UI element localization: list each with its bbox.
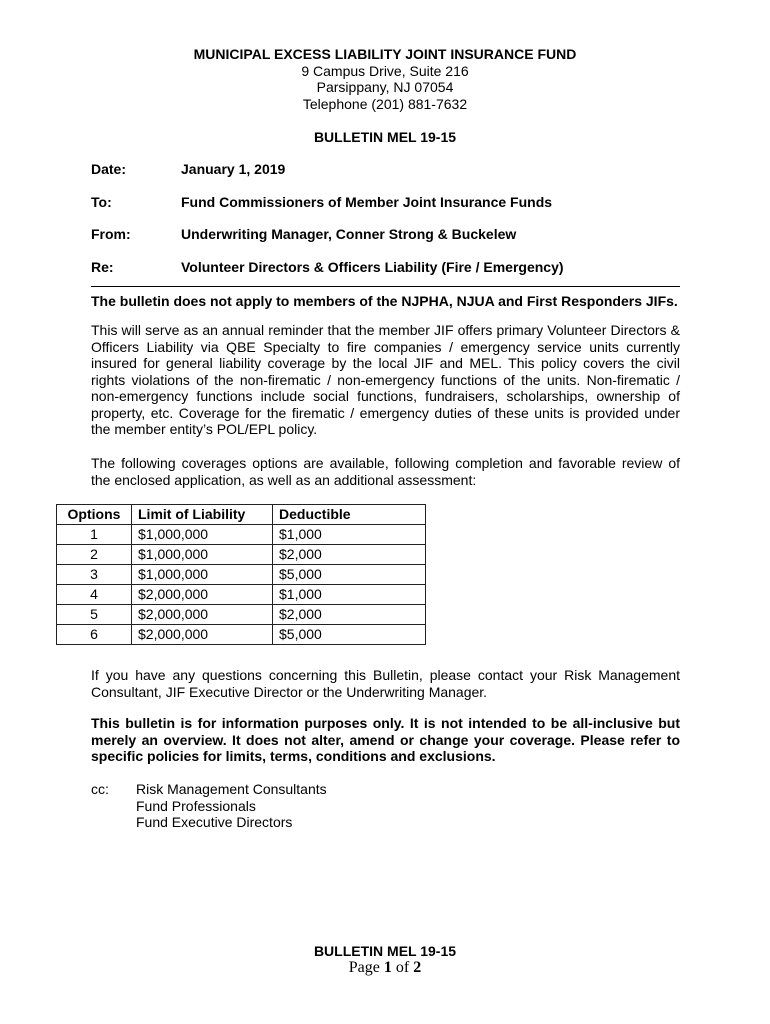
org-name: MUNICIPAL EXCESS LIABILITY JOINT INSURANCE FUND (193, 46, 577, 62)
phone: Telephone (201) 881-7632 (302, 96, 468, 112)
header-options: Options (57, 505, 132, 525)
cc-item: Risk Management Consultants (136, 781, 327, 797)
cc-item: Fund Professionals (136, 797, 256, 814)
cc-block (91, 781, 327, 830)
memo-value: Fund Commissioners of Member Joint Insurance Funds (181, 194, 553, 210)
paragraph-questions: If you have any questions concerning this Bulletin, please contact your Risk Management Consultant, JIF Executive Director or the Underwriting Manager. (91, 667, 680, 700)
cell-deductible: $2,000 (273, 605, 426, 625)
cell-deductible: $5,000 (273, 565, 426, 585)
cell-limit: $1,000,000 (132, 525, 273, 545)
table-row (57, 565, 426, 585)
cell-option: 2 (57, 545, 132, 565)
memo-label: Date: (91, 161, 127, 177)
paragraph-options: The following coverages options are available, following completion and favorable review of the enclosed application, as well as an additional assessment: (91, 455, 680, 488)
bulletin-title: BULLETIN MEL 19-15 (313, 129, 457, 145)
options-table (56, 504, 426, 645)
header-limit: Limit of Liability (132, 505, 273, 525)
divider (91, 286, 680, 287)
table-header-row (57, 505, 426, 525)
page-prefix: Page (348, 959, 384, 976)
memo-label: From: (91, 226, 131, 242)
cell-option: 6 (57, 625, 132, 645)
total-pages: 2 (413, 959, 422, 976)
cell-deductible: $1,000 (273, 585, 426, 605)
memo-label: To: (91, 194, 112, 210)
memo-value: Volunteer Directors & Officers Liability (Fire / Emergency) (181, 259, 564, 275)
table-row (57, 525, 426, 545)
cell-option: 3 (57, 565, 132, 585)
memo-value: Underwriting Manager, Conner Strong & Buckelew (181, 226, 517, 242)
page-number (0, 960, 770, 977)
cell-option: 4 (57, 585, 132, 605)
cell-deductible: $5,000 (273, 625, 426, 645)
cell-limit: $1,000,000 (132, 545, 273, 565)
table-row (57, 625, 426, 645)
cell-deductible: $2,000 (273, 545, 426, 565)
memo-value: January 1, 2019 (181, 161, 286, 177)
cell-option: 5 (57, 605, 132, 625)
cell-limit: $2,000,000 (132, 605, 273, 625)
page-of: of (391, 959, 414, 976)
paragraph-intro: This will serve as an annual reminder that the member JIF offers primary Volunteer Directors & Officers Liability via QBE Specialty to fire companies / emergency service units currently insured for general liability coverage by the local JIF and MEL. This policy covers the civil rights violations of the non-firematic / non-emergency functions of the units. Non-firematic / non-emergency functions include social functions, fundraisers, scholarships, ownership of property, etc. Coverage for the firematic / emergency duties of these units is provided under the member entity’s POL/EPL policy. (91, 322, 680, 437)
address-line-2: Parsippany, NJ 07054 (316, 79, 454, 95)
cell-deductible: $1,000 (273, 525, 426, 545)
table-row (57, 545, 426, 565)
header-deductible: Deductible (273, 505, 426, 525)
address-line-1: 9 Campus Drive, Suite 216 (301, 63, 469, 79)
disclaimer: This bulletin is for information purposes only. It is not intended to be all-inclusive but merely an overview. It does not alter, amend or change your coverage. Please refer to specific policies for limits, terms, conditions and exclusions. (91, 715, 680, 764)
cell-option: 1 (57, 525, 132, 545)
cell-limit: $2,000,000 (132, 585, 273, 605)
cell-limit: $2,000,000 (132, 625, 273, 645)
cell-limit: $1,000,000 (132, 565, 273, 585)
table-row (57, 585, 426, 605)
memo-label: Re: (91, 259, 114, 275)
footer-bulletin: BULLETIN MEL 19-15 (313, 943, 457, 959)
cc-label: cc: (91, 781, 109, 797)
cc-item: Fund Executive Directors (136, 814, 293, 830)
table-row (57, 605, 426, 625)
current-page: 1 (383, 959, 392, 976)
notice: The bulletin does not apply to members of the NJPHA, NJUA and First Responders JIFs. (91, 293, 678, 309)
